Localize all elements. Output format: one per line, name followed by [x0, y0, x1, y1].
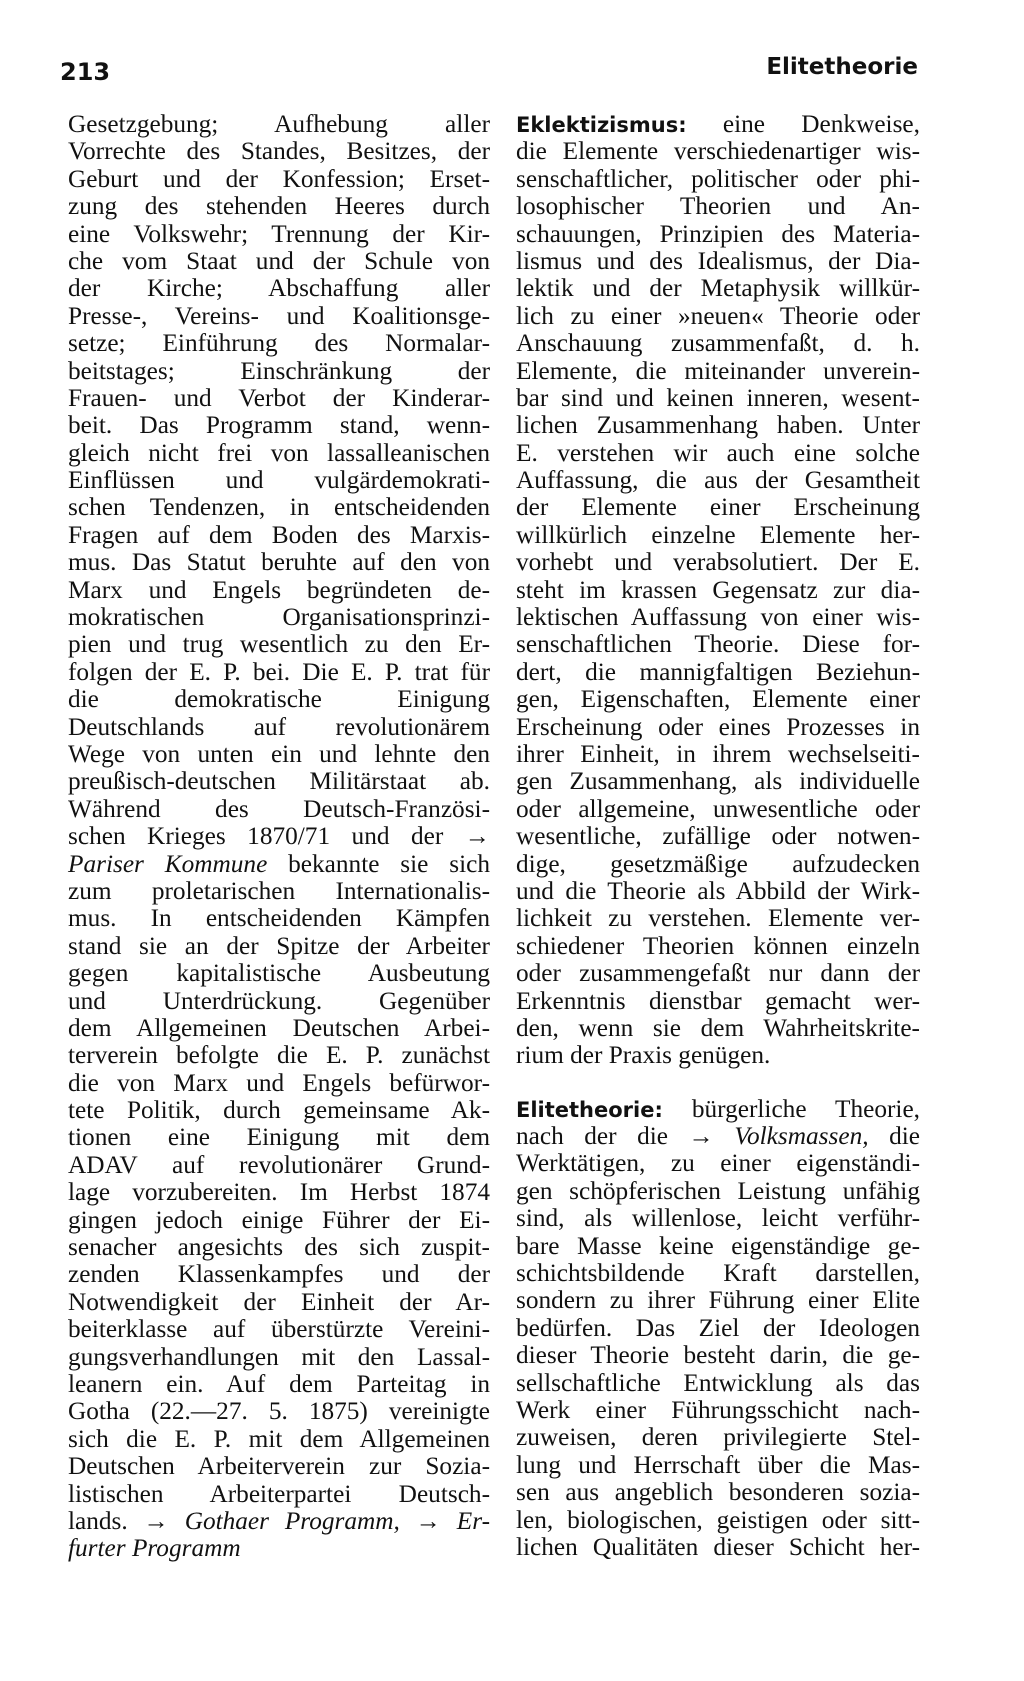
text-line: die Elemente verschiedenartiger wis- — [516, 137, 920, 166]
text-line: sind, als willenlose, leicht verführ- — [516, 1204, 920, 1233]
text-line: und die Theorie als Abbild der Wirk- — [516, 876, 920, 905]
text-line: Erscheinung oder eines Prozesses in — [516, 712, 920, 741]
text-line: gingen jedoch einige Führer der Ei- — [68, 1205, 490, 1234]
text-line: lich zu einer »neuen« Theorie oder — [516, 301, 920, 330]
text-line: Wege von unten ein und lehnte den — [68, 739, 490, 768]
text-line: Werk einer Führungsschicht nach- — [516, 1395, 920, 1424]
text-line: ihrer Einheit, in ihrem wechselseiti- — [516, 739, 920, 768]
text-line: sen aus angeblich besonderen sozia- — [516, 1478, 920, 1507]
text-line: die von Marx und Engels befürwor- — [68, 1068, 490, 1097]
text-span: lands. → — [68, 1506, 169, 1535]
left-column — [68, 111, 490, 1563]
text-line: lektik und der Metaphysik willkür- — [516, 274, 920, 303]
text-line: ADAV auf revolutionärer Grund- — [68, 1150, 490, 1179]
text-line: terverein befolgte die E. P. zunächst — [68, 1041, 490, 1070]
text-line: schichtsbildende Kraft darstellen, — [516, 1259, 920, 1288]
text-line: dieser Theorie besteht darin, die ge- — [516, 1341, 920, 1370]
text-line: listischen Arbeiterpartei Deutsch- — [68, 1479, 490, 1508]
cross-reference[interactable]: Gothaer Programm, → Er- — [184, 1506, 491, 1535]
text-line: und Unterdrückung. Gegenüber — [68, 986, 490, 1015]
text-line: E. verstehen wir auch eine solche — [516, 438, 920, 467]
cross-reference[interactable]: furter Programm — [68, 1534, 241, 1563]
text-line: setze; Einführung des Normalar- — [68, 329, 490, 358]
entry-term: Elitetheorie: — [516, 1097, 663, 1122]
text-line: lung und Herrschaft über die Mas- — [516, 1450, 920, 1479]
text-line: zum proletarischen Internationalis- — [68, 876, 490, 905]
text-line: Geburt und der Konfession; Erset- — [68, 164, 490, 193]
text-line: tete Politik, durch gemeinsame Ak- — [68, 1096, 490, 1125]
text-span: eine Denkweise, — [722, 110, 920, 138]
text-line: eine Volkswehr; Trennung der Kir- — [68, 219, 490, 248]
text-line: der Elemente einer Erscheinung — [516, 493, 920, 522]
text-line: Einflüssen und vulgärdemokrati- — [68, 466, 490, 495]
text-line: losophischer Theorien und An- — [516, 192, 920, 221]
text-line: beiterklasse auf überstürzte Vereini- — [68, 1315, 490, 1344]
text-line: sellschaftliche Entwicklung als das — [516, 1368, 920, 1397]
entry-first-line — [516, 111, 920, 138]
text-line: zung des stehenden Heeres durch — [68, 192, 490, 221]
text-line: mus. In entscheidenden Kämpfen — [68, 904, 490, 933]
text-line: leanern ein. Auf dem Parteitag in — [68, 1369, 490, 1398]
text-line: Vorrechte des Standes, Besitzes, der — [68, 137, 490, 166]
right-column — [516, 111, 920, 1561]
entry-term: Eklektizismus: — [516, 113, 687, 137]
text-line: dige, gesetzmäßige aufzudecken — [516, 849, 920, 878]
text-line: tionen eine Einigung mit dem — [68, 1123, 490, 1152]
text-line: beit. Das Programm stand, wenn- — [68, 411, 490, 440]
text-line: Elemente, die miteinander unverein- — [516, 356, 920, 385]
text-line: lichen Qualitäten dieser Schicht her- — [516, 1532, 920, 1561]
text-span: bürgerliche Theorie, — [691, 1094, 921, 1123]
text-span: nach der die → — [516, 1122, 714, 1151]
text-line: rium der Praxis genügen. — [516, 1041, 771, 1070]
text-line: lektischen Auffassung von einer wis- — [516, 603, 920, 632]
text-span: bekannte sie sich — [288, 849, 490, 878]
text-line: sondern zu ihrer Führung einer Elite — [516, 1286, 920, 1315]
text-line: schauungen, Prinzipien des Materia- — [516, 219, 920, 248]
text-line: pien und trug wesentlich zu den Er- — [68, 630, 490, 659]
text-line: die demokratische Einigung — [68, 685, 490, 714]
text-line: schen Tendenzen, in entscheidenden — [68, 493, 490, 522]
text-line: bar sind und keinen inneren, wesent- — [516, 383, 920, 412]
text-line: beitstages; Einschränkung der — [68, 356, 490, 385]
text-line: Presse-, Vereins- und Koalitionsge- — [68, 301, 490, 330]
text-line — [68, 851, 490, 878]
text-line: Fragen auf dem Boden des Marxis- — [68, 520, 490, 549]
text-line — [68, 1508, 490, 1535]
text-line: sich die E. P. mit dem Allgemeinen — [68, 1424, 490, 1453]
text-line: zenden Klassenkampfes und der — [68, 1260, 490, 1289]
text-line: oder allgemeine, unwesentliche oder — [516, 794, 920, 823]
page-number: 213 — [60, 58, 111, 86]
text-line: bedürfen. Das Ziel der Ideologen — [516, 1313, 920, 1342]
text-line: lismus und des Idealismus, der Dia- — [516, 246, 920, 275]
text-line: senschaftlichen Theorie. Diese for- — [516, 630, 920, 659]
text-line: bare Masse keine eigenständige ge- — [516, 1231, 920, 1260]
text-line: Erkenntnis dienstbar gemacht wer- — [516, 986, 920, 1015]
text-line: gegen kapitalistische Ausbeutung — [68, 959, 490, 988]
text-line: len, biologischen, geistigen oder sitt- — [516, 1505, 920, 1534]
text-line: lichkeit zu verstehen. Elemente ver- — [516, 904, 920, 933]
entry-separator — [516, 1070, 920, 1096]
text-line: preußisch-deutschen Militärstaat ab. — [68, 767, 490, 796]
text-line: stand sie an der Spitze der Arbeiter — [68, 931, 490, 960]
text-line: lage vorzubereiten. Im Herbst 1874 — [68, 1178, 490, 1207]
text-line: lichen Zusammenhang haben. Unter — [516, 411, 920, 440]
text-line: zuweisen, deren privilegierte Stel- — [516, 1423, 920, 1452]
text-line: oder zusammengefaßt nur dann der — [516, 959, 920, 988]
text-line: dert, die mannigfaltigen Beziehun- — [516, 657, 920, 686]
text-line: der Kirche; Abschaffung aller — [68, 274, 490, 303]
text-line: gungsverhandlungen mit den Lassal- — [68, 1342, 490, 1371]
text-line: Auffassung, die aus der Gesamtheit — [516, 466, 920, 495]
cross-reference[interactable]: Volksmassen, — [734, 1122, 869, 1151]
text-line: den, wenn sie dem Wahrheitskrite- — [516, 1013, 920, 1042]
text-line: folgen der E. P. bei. Die E. P. trat für — [68, 657, 490, 686]
text-line: gen Zusammenhang, als individuelle — [516, 767, 920, 796]
text-line: gen, Eigenschaften, Elemente einer — [516, 685, 920, 714]
text-line: Frauen- und Verbot der Kinderar- — [68, 383, 490, 412]
text-line: Werktätigen, zu einer eigenständi- — [516, 1149, 920, 1178]
text-line: gleich nicht frei von lassalleanischen — [68, 438, 490, 467]
text-line: senschaftlicher, politischer oder phi- — [516, 164, 920, 193]
text-line: Gesetzgebung; Aufhebung aller — [68, 110, 490, 138]
text-line: steht im krassen Gegensatz zur dia- — [516, 575, 920, 604]
entry-first-line — [516, 1096, 920, 1123]
text-line: vorhebt und verabsolutiert. Der E. — [516, 548, 920, 577]
text-line: Deutschen Arbeiterverein zur Sozia- — [68, 1452, 490, 1481]
text-line: senacher angesichts des sich zuspit- — [68, 1233, 490, 1262]
cross-reference[interactable]: Pariser Kommune — [68, 849, 268, 878]
text-line: Während des Deutsch-Französi- — [68, 794, 490, 823]
text-line: dem Allgemeinen Deutschen Arbei- — [68, 1013, 490, 1042]
text-line: gen schöpferischen Leistung unfähig — [516, 1176, 920, 1205]
text-line: che vom Staat und der Schule von — [68, 246, 490, 275]
text-line: Marx und Engels begründeten de- — [68, 575, 490, 604]
text-line: Gotha (22.—27. 5. 1875) vereinigte — [68, 1397, 490, 1426]
text-line: Deutschlands auf revolutionärem — [68, 712, 490, 741]
text-line — [516, 1123, 920, 1150]
text-line: schen Krieges 1870/71 und der → — [68, 822, 490, 851]
text-line: mus. Das Statut beruhte auf den von — [68, 548, 490, 577]
running-title: Elitetheorie — [766, 54, 918, 80]
text-line: mokratischen Organisationsprinzi- — [68, 603, 490, 632]
text-line: willkürlich einzelne Elemente her- — [516, 520, 920, 549]
text-line: Anschauung zusammenfaßt, d. h. — [516, 329, 920, 358]
text-span: die — [889, 1122, 921, 1151]
text-line: wesentliche, zufällige oder notwen- — [516, 822, 920, 851]
text-line: Notwendigkeit der Einheit der Ar- — [68, 1287, 490, 1316]
text-line: schiedener Theorien können einzeln — [516, 931, 920, 960]
